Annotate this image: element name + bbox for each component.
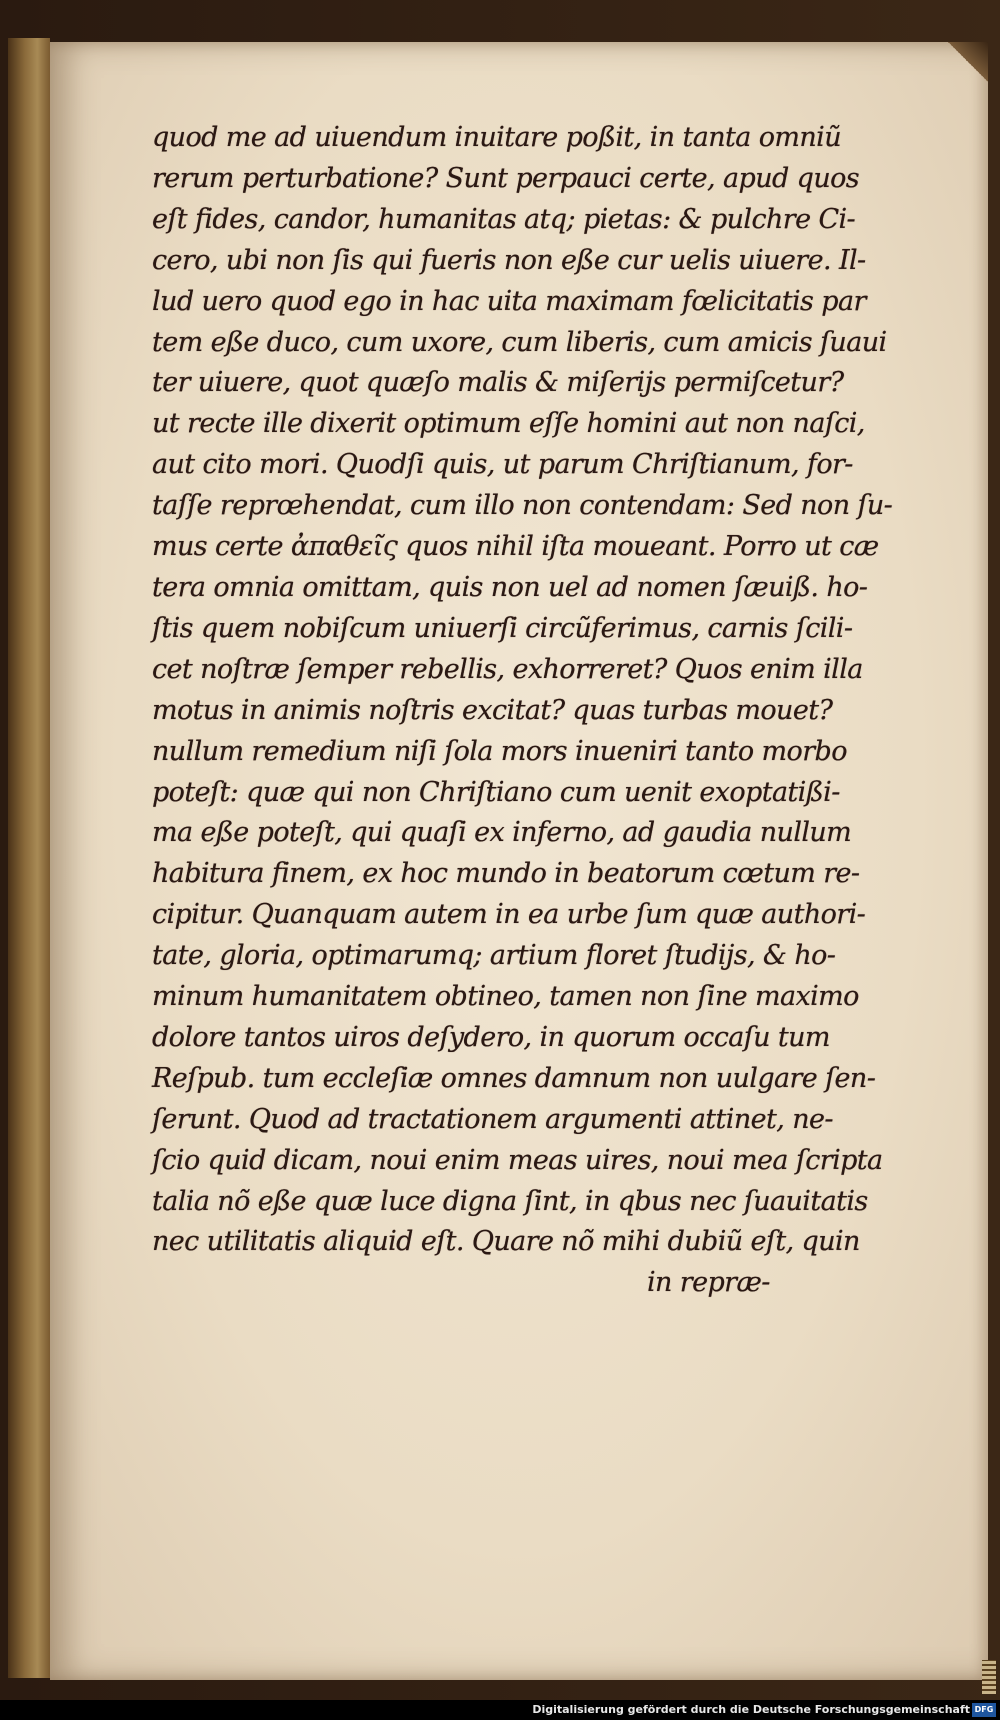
text-line: nullum remedium niſi ſola mors inueniri tanto morbo — [152, 735, 847, 767]
text-line: rerum perturbatione? Sunt perpauci certe, apud quos — [152, 162, 860, 194]
text-line: ſtis quem nobiſcum uniuerſi circũferimus, carnis ſcili- — [152, 612, 853, 644]
text-line: aut cito mori. Quodſi quis, ut parum Chriſtianum, for- — [152, 449, 853, 481]
scan-edge-mark — [982, 1660, 996, 1694]
text-line: poteſt: quæ qui non Chriſtiano cum uenit exoptatißi- — [152, 776, 840, 808]
funding-note: Digitalisierung gefördert durch die Deutsche Forschungsgemeinschaft — [532, 1703, 970, 1716]
book-spine — [8, 38, 50, 1678]
text-line: talia nõ eße quæ luce digna ſint, in qbus nec ſuauitatis — [152, 1185, 868, 1217]
text-line: mus certe ἀπαθεῖς quos nihil iſta moueant. Porro ut cæ — [152, 531, 879, 563]
text-line: Reſpub. tum eccleſiæ omnes damnum non uulgare ſen- — [152, 1062, 876, 1094]
text-line: cet noſtræ ſemper rebellis, exhorreret? Quos enim illa — [152, 653, 863, 685]
text-line: nec utilitatis aliquid eſt. Quare nõ mihi dubiũ eſt, quin — [152, 1226, 860, 1258]
text-line: ma eße poteſt, qui quaſi ex inferno, ad gaudia nullum — [152, 817, 852, 849]
text-line: ſerunt. Quod ad tractationem argumenti attinet, ne- — [152, 1103, 833, 1135]
text-line: quod me ad uiuendum inuitare poßit, in tanta omniũ — [152, 122, 841, 153]
text-line: lud uero quod ego in hac uita maximam fœlicitatis par — [152, 285, 866, 317]
dfg-logo: DFG — [972, 1703, 996, 1717]
text-line: cipitur. Quanquam autem in ea urbe ſum quæ authori- — [152, 899, 866, 931]
text-line: eſt fides, candor, humanitas atq; pietas: & pulchre Ci- — [152, 203, 856, 235]
text-line: motus in animis noſtris excitat? quas turbas mouet? — [152, 694, 833, 726]
text-line: dolore tantos uiros deſydero, in quorum occaſu tum — [152, 1021, 830, 1053]
text-line: ut recte ille dixerit optimum eſſe homini aut non naſci, — [152, 408, 865, 440]
text-line: taſſe reprœhendat, cum illo non contendam: Sed non ſu- — [152, 490, 893, 522]
text-line: ter uiuere, quot quæſo malis & miſerijs permiſcetur? — [152, 367, 844, 399]
catchword: in repræ- — [647, 1267, 770, 1299]
page-text-block — [152, 118, 893, 1304]
text-line: habitura finem, ex hoc mundo in beatorum cœtum re- — [152, 858, 860, 890]
text-line: tate, gloria, optimarumq; artium floret ſtudijs, & ho- — [152, 940, 836, 972]
page-corner-shadow — [948, 42, 988, 82]
text-line: tem eße duco, cum uxore, cum liberis, cum amicis ſuaui — [152, 326, 887, 358]
text-line: minum humanitatem obtineo, tamen non ſine maximo — [152, 981, 859, 1013]
text-line: cero, ubi non ſis qui fueris non eße cur uelis uiuere. Il- — [152, 244, 866, 276]
text-line: ſcio quid dicam, noui enim meas uires, noui mea ſcripta — [152, 1144, 883, 1176]
text-line: tera omnia omittam, quis non uel ad nomen ſæuiß. ho- — [152, 571, 868, 603]
